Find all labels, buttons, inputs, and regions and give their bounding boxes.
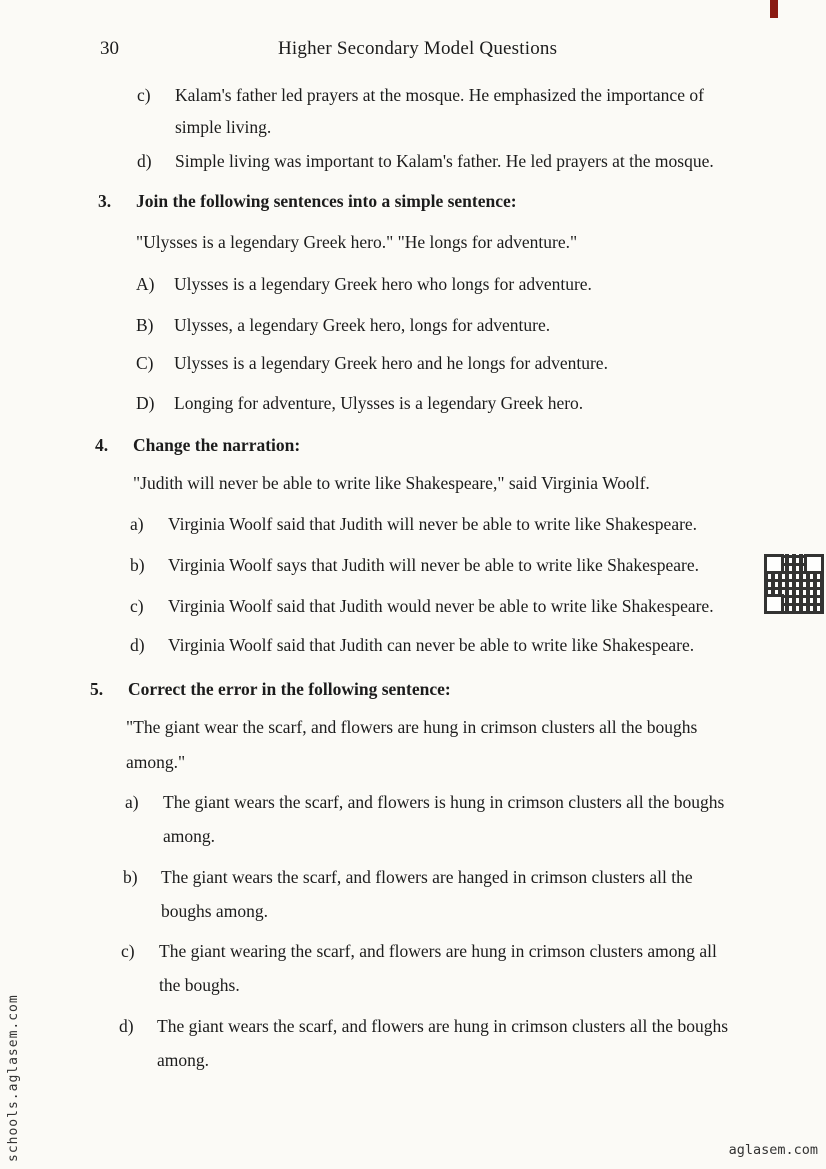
question-5-option-a: a) The giant wears the scarf, and flowers is hung in crimson clusters all the boughs xyxy=(125,792,725,812)
question-3-heading: 3. Join the following sentences into a simple sentence: xyxy=(98,191,517,211)
question-5-option-d-continued: among. xyxy=(157,1050,210,1070)
question-3-option-b: B) Ulysses, a legendary Greek hero, longs for adventure. xyxy=(136,315,551,335)
question-5-heading: 5. Correct the error in the following sentence: xyxy=(90,679,451,699)
qr-code xyxy=(764,554,824,614)
question-5-option-c: c) The giant wearing the scarf, and flowers are hung in crimson clusters among all xyxy=(121,941,717,961)
question-5-option-a-continued: among. xyxy=(163,826,216,846)
question-3-prompt: "Ulysses is a legendary Greek hero." "He longs for adventure." xyxy=(136,232,578,252)
question-4-option-d: d) Virginia Woolf said that Judith can never be able to write like Shakespeare. xyxy=(130,635,695,655)
qr-finder-pattern xyxy=(764,594,784,614)
option-d: d) Simple living was important to Kalam's father. He led prayers at the mosque. xyxy=(137,151,714,171)
question-4-option-b: b) Virginia Woolf says that Judith will never be able to write like Shakespeare. xyxy=(130,555,699,575)
question-3-option-d: D) Longing for adventure, Ulysses is a legendary Greek hero. xyxy=(136,393,584,413)
question-4-option-a: a) Virginia Woolf said that Judith will never be able to write like Shakespeare. xyxy=(130,514,698,534)
question-5-prompt: "The giant wear the scarf, and flowers are hung in crimson clusters all the boughs xyxy=(126,717,698,737)
question-5-option-d: d) The giant wears the scarf, and flowers are hung in crimson clusters all the boughs xyxy=(119,1016,729,1036)
question-5-option-b: b) The giant wears the scarf, and flowers are hanged in crimson clusters all the xyxy=(123,867,693,887)
question-3-option-c: C) Ulysses is a legendary Greek hero and he longs for adventure. xyxy=(136,353,608,373)
footer-watermark: aglasem.com xyxy=(728,1142,818,1158)
question-4-option-c: c) Virginia Woolf said that Judith would never be able to write like Shakespeare. xyxy=(130,596,714,616)
qr-finder-pattern xyxy=(764,554,784,574)
option-c: c) Kalam's father led prayers at the mosque. He emphasized the importance of xyxy=(137,85,704,105)
question-3-option-a: A) Ulysses is a legendary Greek hero who longs for adventure. xyxy=(136,274,592,294)
question-4-heading: 4. Change the narration: xyxy=(95,435,301,455)
running-header: Higher Secondary Model Questions xyxy=(278,38,558,59)
question-5-prompt-continued: among." xyxy=(126,752,186,772)
page-number: 30 xyxy=(100,38,119,59)
side-watermark: schools.aglasem.com xyxy=(6,994,21,1162)
option-c-continued: simple living. xyxy=(175,117,272,137)
qr-finder-pattern xyxy=(804,554,824,574)
question-5-option-c-continued: the boughs. xyxy=(159,975,240,995)
question-5-option-b-continued: boughs among. xyxy=(161,901,268,921)
question-4-prompt: "Judith will never be able to write like Shakespeare," said Virginia Woolf. xyxy=(133,473,650,493)
page-edge-mark xyxy=(770,0,778,18)
